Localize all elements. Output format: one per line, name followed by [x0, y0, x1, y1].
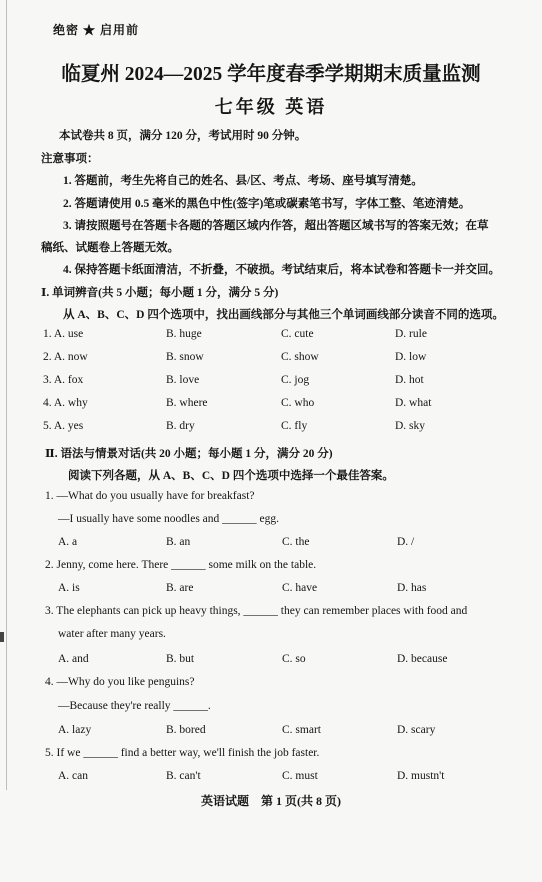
- note-1: 1. 答题前，考生先将自己的姓名、县/区、考点、考场、座号填写清楚。: [63, 175, 423, 187]
- question-3-line2: water after many years.: [58, 628, 166, 640]
- question-4: 4. —Why do you like penguins?: [45, 676, 195, 688]
- option: D. mustn't: [397, 770, 445, 782]
- question-3-options: [0, 653, 542, 671]
- exam-intro: 本试卷共 8 页，满分 120 分，考试用时 90 分钟。: [59, 130, 307, 142]
- option: B. bored: [166, 724, 206, 736]
- option: D. rule: [395, 328, 427, 340]
- option: B. huge: [166, 328, 202, 340]
- question-1-options: [0, 536, 542, 554]
- option: A. and: [58, 653, 89, 665]
- option: D. low: [395, 351, 427, 363]
- option: C. who: [281, 397, 315, 409]
- option: B. love: [166, 374, 200, 386]
- option: D. what: [395, 397, 432, 409]
- exam-title: 临夏州 2024—2025 学年度春季学期期末质量监测: [61, 64, 481, 85]
- section1-instruction: 从 A、B、C、D 四个选项中，找出画线部分与其他三个单词画线部分读音不同的选项。: [63, 309, 504, 321]
- option: B. where: [166, 397, 208, 409]
- option: C. smart: [282, 724, 321, 736]
- option: 1. A. use: [43, 328, 84, 340]
- option: D. scary: [397, 724, 436, 736]
- question-4-line2: —Because they're really ______.: [58, 700, 211, 712]
- exam-subtitle: 七年级 英语: [214, 97, 328, 117]
- section1-heading: Ⅰ. 单词辨音(共 5 小题；每小题 1 分，满分 5 分): [41, 287, 279, 299]
- question-4-options: [0, 724, 542, 742]
- section2-instruction: 阅读下列各题，从 A、B、C、D 四个选项中选择一个最佳答案。: [68, 470, 394, 482]
- option: 4. A. why: [43, 397, 88, 409]
- section2-heading: Ⅱ. 语法与情景对话(共 20 小题；每小题 1 分，满分 20 分): [45, 448, 333, 460]
- phonics-row: [0, 397, 542, 415]
- question-1: 1. —What do you usually have for breakfast?: [45, 490, 255, 502]
- option: C. fly: [281, 420, 308, 432]
- option: D. sky: [395, 420, 426, 432]
- option: D. /: [397, 536, 415, 548]
- note-3-cont: 稿纸、试题卷上答题无效。: [41, 242, 179, 254]
- question-3: 3. The elephants can pick up heavy things, ______ they can remember places with food and: [45, 605, 468, 617]
- option: D. has: [397, 582, 427, 594]
- option: C. must: [282, 770, 318, 782]
- option: D. because: [397, 653, 448, 665]
- phonics-row: [0, 351, 542, 369]
- question-1-line2: —I usually have some noodles and ______ egg.: [58, 513, 280, 525]
- option: 3. A. fox: [43, 374, 84, 386]
- option: C. have: [282, 582, 318, 594]
- page-footer: 英语试题 第 1 页(共 8 页): [201, 794, 341, 808]
- option: B. but: [166, 653, 195, 665]
- note-4: 4. 保持答题卡纸面清洁，不折叠，不破损。考试结束后，将本试卷和答题卡一并交回。: [63, 264, 500, 276]
- option: 2. A. now: [43, 351, 88, 363]
- option: B. can't: [166, 770, 201, 782]
- option: A. can: [58, 770, 89, 782]
- option: 5. A. yes: [43, 420, 84, 432]
- question-5: 5. If we ______ find a better way, we'll finish the job faster.: [45, 747, 320, 759]
- option: A. is: [58, 582, 80, 594]
- option: D. hot: [395, 374, 424, 386]
- phonics-row: [0, 420, 542, 438]
- confidential-label: 绝密 ★ 启用前: [53, 23, 140, 37]
- option: C. so: [282, 653, 306, 665]
- binding-mark: [0, 632, 4, 642]
- option: A. a: [58, 536, 78, 548]
- option: C. the: [282, 536, 310, 548]
- option: B. an: [166, 536, 191, 548]
- option: C. jog: [281, 374, 310, 386]
- option: B. dry: [166, 420, 195, 432]
- phonics-row: [0, 374, 542, 392]
- option: C. cute: [281, 328, 314, 340]
- notes-heading: 注意事项：: [41, 153, 99, 165]
- question-2-options: [0, 582, 542, 600]
- phonics-row: [0, 328, 542, 346]
- note-2: 2. 答题请使用 0.5 毫米的黑色中性(签字)笔或碳素笔书写，字体工整、笔迹清楚。: [63, 198, 471, 210]
- option: B. are: [166, 582, 194, 594]
- question-5-options: [0, 770, 542, 788]
- question-2: 2. Jenny, come here. There ______ some milk on the table.: [45, 559, 317, 571]
- option: B. snow: [166, 351, 204, 363]
- option: C. show: [281, 351, 319, 363]
- option: A. lazy: [58, 724, 92, 736]
- note-3: 3. 请按照题号在答题卡各题的答题区域内作答，超出答题区域书写的答案无效；在草: [63, 220, 489, 232]
